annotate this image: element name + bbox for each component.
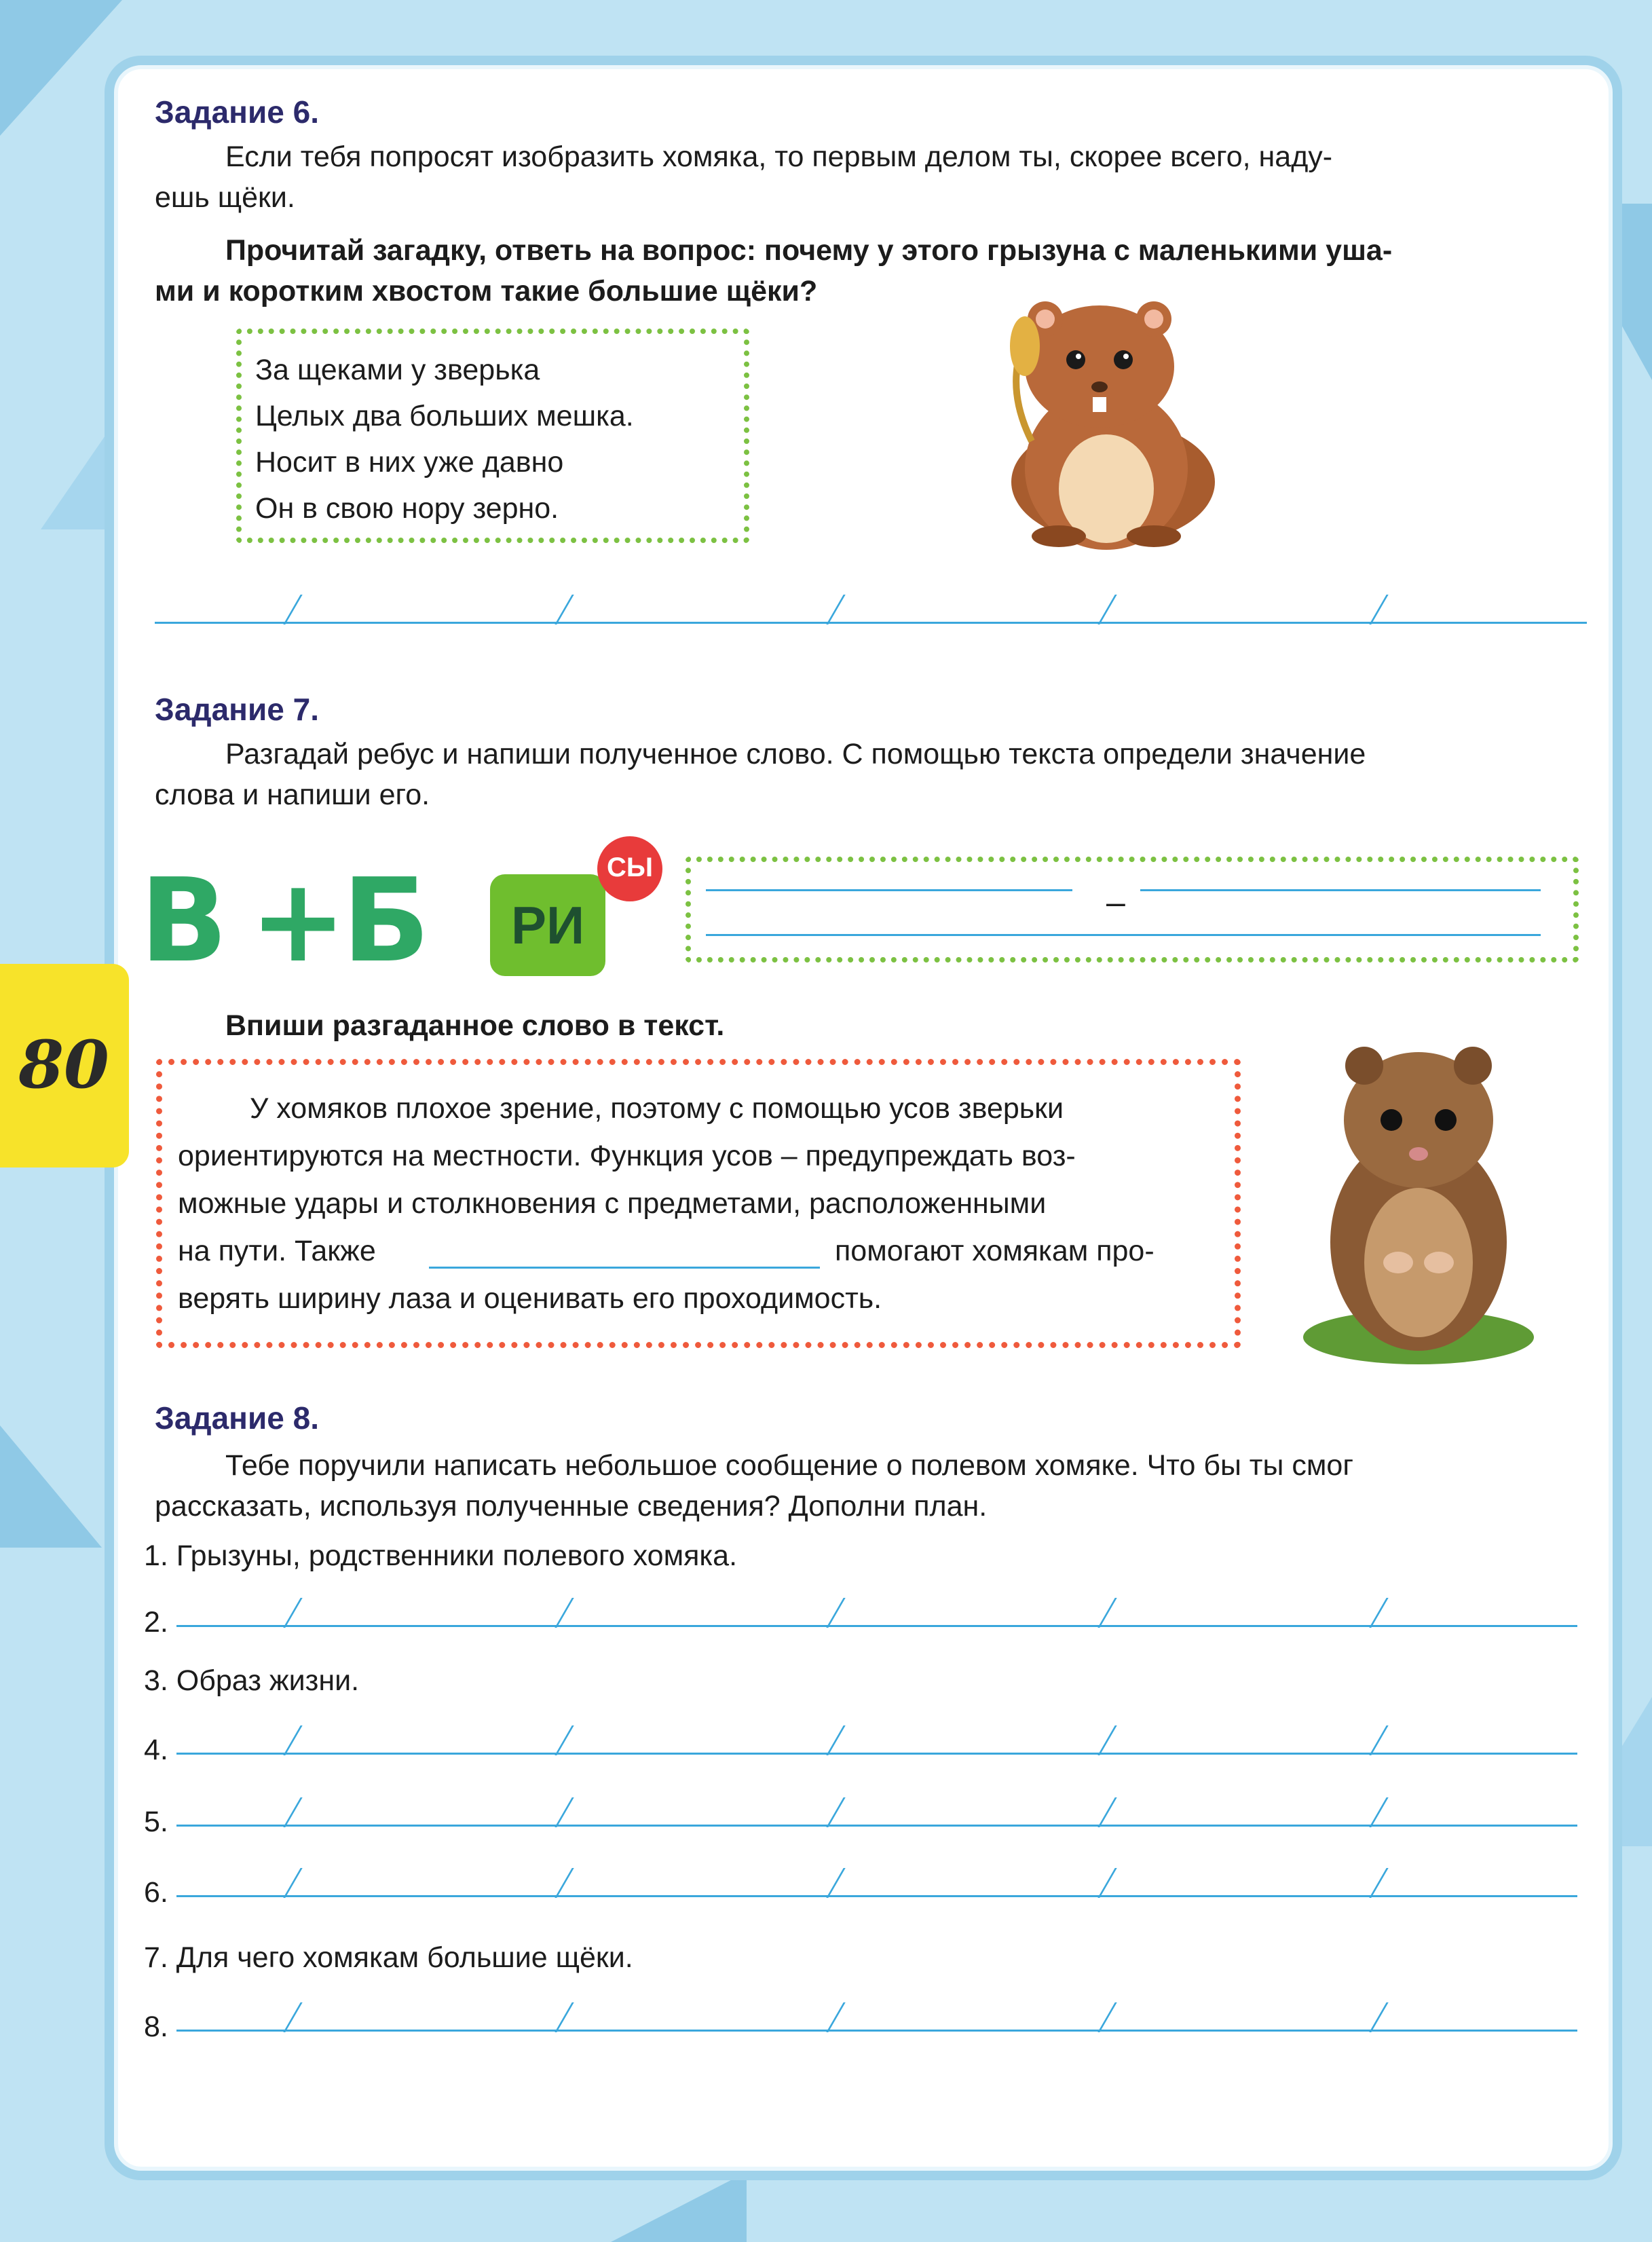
task7-text-line: ориентируются на местности. Функция усов – предупреждать воз- bbox=[178, 1140, 1076, 1172]
answer-line bbox=[1140, 889, 1541, 891]
task6-question-line2: ми и коротким хвостом такие большие щёки? bbox=[155, 275, 818, 307]
task6-question-line1: Прочитай загадку, ответь на вопрос: почему у этого грызуна с маленькими уша- bbox=[225, 234, 1393, 267]
rebus-box-text: РИ bbox=[510, 895, 585, 955]
task7-title: Задание 7. bbox=[155, 692, 319, 727]
bg-triangle bbox=[0, 0, 122, 136]
task7-text-line: можные удары и столкновения с предметами, расположенными bbox=[178, 1187, 1047, 1220]
cartoon-hamster-image bbox=[950, 285, 1235, 557]
task8-intro-line2: рассказать, используя полученные сведения? Дополни план. bbox=[155, 1490, 988, 1522]
answer-line bbox=[176, 1825, 1577, 1827]
plan-item: 1. Грызуны, родственники полевого хомяка. bbox=[144, 1539, 738, 1572]
riddle-line: За щеками у зверька bbox=[255, 354, 540, 386]
rebus-answer-box bbox=[686, 857, 1579, 963]
plan-item: 2. bbox=[144, 1606, 168, 1639]
answer-line bbox=[176, 1625, 1577, 1627]
task7-text-line: У хомяков плохое зрение, поэтому с помощью усов зверьки bbox=[250, 1092, 1064, 1125]
insert-answer-line bbox=[429, 1267, 820, 1269]
task7-text-line: верять ширину лаза и оценивать его проходимость. bbox=[178, 1282, 882, 1315]
answer-line bbox=[176, 1753, 1577, 1755]
plan-item: 4. bbox=[144, 1734, 168, 1766]
riddle-line: Носит в них уже давно bbox=[255, 446, 564, 479]
plan-item: 5. bbox=[144, 1806, 168, 1838]
riddle-line: Он в свою нору зерно. bbox=[255, 492, 559, 525]
answer-dash: – bbox=[1106, 883, 1125, 921]
bg-triangle bbox=[611, 2172, 747, 2242]
task7-intro-line1: Разгадай ребус и напиши полученное слово. С помощью текста определи значение bbox=[225, 738, 1366, 770]
plan-item: 8. bbox=[144, 2011, 168, 2043]
task7-insert-instruction: Впиши разгаданное слово в текст. bbox=[225, 1009, 725, 1042]
task8-intro-line1: Тебе поручили написать небольшое сообщение о полевом хомяке. Что бы ты смог bbox=[225, 1449, 1354, 1482]
plan-item: 3. Образ жизни. bbox=[144, 1664, 360, 1697]
task6-intro-line1: Если тебя попросят изобразить хомяка, то первым делом ты, скорее всего, наду- bbox=[225, 141, 1333, 173]
bg-triangle bbox=[0, 1425, 102, 1548]
plan-item: 6. bbox=[144, 1876, 168, 1909]
answer-line bbox=[706, 889, 1072, 891]
task6-title: Задание 6. bbox=[155, 94, 319, 130]
hamster-photo-image bbox=[1296, 1018, 1541, 1371]
answer-line bbox=[176, 1895, 1577, 1897]
answer-line bbox=[176, 2030, 1577, 2032]
bg-triangle bbox=[41, 421, 115, 529]
plan-item: 7. Для чего хомякам большие щёки. bbox=[144, 1941, 633, 1974]
rebus-balloon-text: СЫ bbox=[606, 853, 654, 882]
task7-text-line: помогают хомякам про- bbox=[835, 1235, 1154, 1267]
riddle-line: Целых два больших мешка. bbox=[255, 400, 634, 432]
task7-intro-line2: слова и напиши его. bbox=[155, 779, 430, 811]
task6-intro-line2: ешь щёки. bbox=[155, 181, 295, 214]
page-number: 80 bbox=[18, 1026, 109, 1103]
rebus-letter: Б bbox=[342, 854, 430, 988]
answer-line bbox=[706, 934, 1541, 936]
rebus-letter: В bbox=[140, 854, 228, 988]
rebus-plus: + bbox=[250, 854, 347, 988]
task8-title: Задание 8. bbox=[155, 1400, 319, 1436]
task7-text-line: на пути. Также bbox=[178, 1235, 376, 1267]
